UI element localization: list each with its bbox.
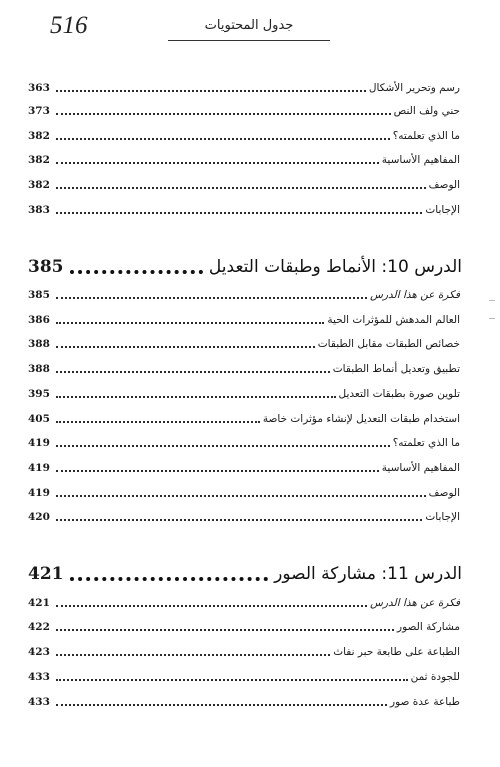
toc-entry-page: 363: [28, 82, 50, 94]
running-header: جدول المحتويات: [204, 18, 294, 33]
dot-leader: [56, 654, 330, 656]
toc-entry: [28, 126, 460, 146]
toc-entry-title: الطباعة على طابعة حبر نفاث: [333, 646, 460, 658]
toc-entry-title: حني ولف النص: [393, 105, 460, 117]
toc-entry: [28, 150, 460, 170]
dot-leader: [56, 704, 387, 706]
dot-leader: [56, 605, 367, 607]
toc-entry-title: مشاركة الصور: [397, 621, 460, 633]
toc-entry: [28, 692, 460, 712]
margin-mark: [489, 300, 495, 301]
dot-leader: [56, 396, 336, 398]
toc-entry-title: طباعة عدة صور: [390, 696, 460, 708]
toc-entry-title: العالم المدهش للمؤثرات الحية: [327, 314, 460, 326]
toc-entry-page: 433: [28, 696, 50, 708]
toc-entry: [28, 101, 460, 121]
toc-entry: [28, 200, 460, 220]
toc-entry-page: 423: [28, 646, 50, 658]
toc-entry-page: 405: [28, 413, 50, 425]
dot-leader: [56, 371, 330, 373]
toc-entry-page: 433: [28, 671, 50, 683]
toc-entry-title: الوصف: [428, 179, 460, 191]
toc-entry: [28, 78, 460, 98]
dot-leader: [56, 187, 426, 189]
toc-entry-page: 388: [28, 363, 50, 375]
lesson-heading: [28, 250, 462, 284]
lesson-title: الدرس 11: مشاركة الصور: [274, 564, 462, 584]
toc-entry-page: 420: [28, 511, 50, 523]
toc-entry-title: تطبيق وتعديل أنماط الطبقات: [332, 363, 460, 375]
toc-entry-page: 373: [28, 105, 50, 117]
toc-entry-title: تلوين صورة بطبقات التعديل: [338, 388, 460, 400]
lesson-page: 385: [28, 257, 64, 277]
lesson-title: الدرس 10: الأنماط وطبقات التعديل: [208, 257, 462, 277]
dot-leader: [56, 629, 394, 631]
dot-leader: [56, 519, 422, 521]
toc-entry-title: ما الذي تعلمته؟: [392, 130, 460, 142]
toc-entry-page: 395: [28, 388, 50, 400]
page-number: 516: [50, 12, 88, 39]
dot-leader: [70, 577, 269, 581]
toc-entry: [28, 433, 460, 453]
toc-entry-title: فكرة عن هذا الدرس: [370, 597, 460, 609]
toc-entry-page: 421: [28, 597, 50, 609]
dot-leader: [56, 162, 379, 164]
toc-entry: [28, 334, 460, 354]
toc-entry: [28, 642, 460, 662]
toc-entry-title: ما الذي تعلمته؟: [392, 437, 460, 449]
toc-entry: [28, 285, 460, 305]
dot-leader: [70, 270, 203, 274]
toc-entry-title: خصائص الطبقات مقابل الطبقات: [317, 338, 460, 350]
toc-entry-title: المفاهيم الأساسية: [381, 462, 460, 474]
toc-entry: [28, 310, 460, 330]
toc-entry-page: 419: [28, 487, 50, 499]
dot-leader: [56, 113, 391, 115]
toc-entry: [28, 359, 460, 379]
toc-entry-title: الإجابات: [425, 511, 460, 523]
toc-entry-title: المفاهيم الأساسية: [381, 154, 460, 166]
toc-entry-title: الوصف: [428, 487, 460, 499]
lesson-page: 421: [28, 564, 64, 584]
dot-leader: [56, 679, 408, 681]
toc-entry: [28, 483, 460, 503]
toc-entry-page: 382: [28, 179, 50, 191]
dot-leader: [56, 138, 390, 140]
toc-entry-page: 388: [28, 338, 50, 350]
dot-leader: [56, 421, 260, 423]
toc-entry-page: 419: [28, 462, 50, 474]
toc-entry: [28, 175, 460, 195]
toc-entry-title: استخدام طبقات التعديل لإنشاء مؤثرات خاصة: [262, 413, 460, 425]
toc-entry: [28, 409, 460, 429]
toc-entry-page: 422: [28, 621, 50, 633]
toc-entry-title: للجودة ثمن: [410, 671, 460, 683]
toc-entry-page: 386: [28, 314, 50, 326]
lesson-heading: [28, 557, 462, 591]
dot-leader: [56, 90, 366, 92]
dot-leader: [56, 297, 367, 299]
toc-entry: [28, 458, 460, 478]
toc-entry-title: الإجابات: [425, 204, 460, 216]
dot-leader: [56, 495, 426, 497]
toc-entry-page: 383: [28, 204, 50, 216]
dot-leader: [56, 322, 324, 324]
header-rule: [168, 40, 330, 41]
toc-entry: [28, 507, 460, 527]
toc-entry-title: رسم وتحرير الأشكال: [368, 82, 460, 94]
toc-entry: [28, 384, 460, 404]
dot-leader: [56, 470, 379, 472]
toc-entry-title: فكرة عن هذا الدرس: [370, 289, 460, 301]
toc-entry: [28, 593, 460, 613]
toc-entry-page: 419: [28, 437, 50, 449]
toc-entry-page: 382: [28, 154, 50, 166]
margin-mark: [489, 318, 495, 319]
dot-leader: [56, 346, 315, 348]
toc-entry: [28, 617, 460, 637]
dot-leader: [56, 445, 390, 447]
toc-entry-page: 385: [28, 289, 50, 301]
dot-leader: [56, 212, 422, 214]
toc-entry: [28, 667, 460, 687]
toc-entry-page: 382: [28, 130, 50, 142]
